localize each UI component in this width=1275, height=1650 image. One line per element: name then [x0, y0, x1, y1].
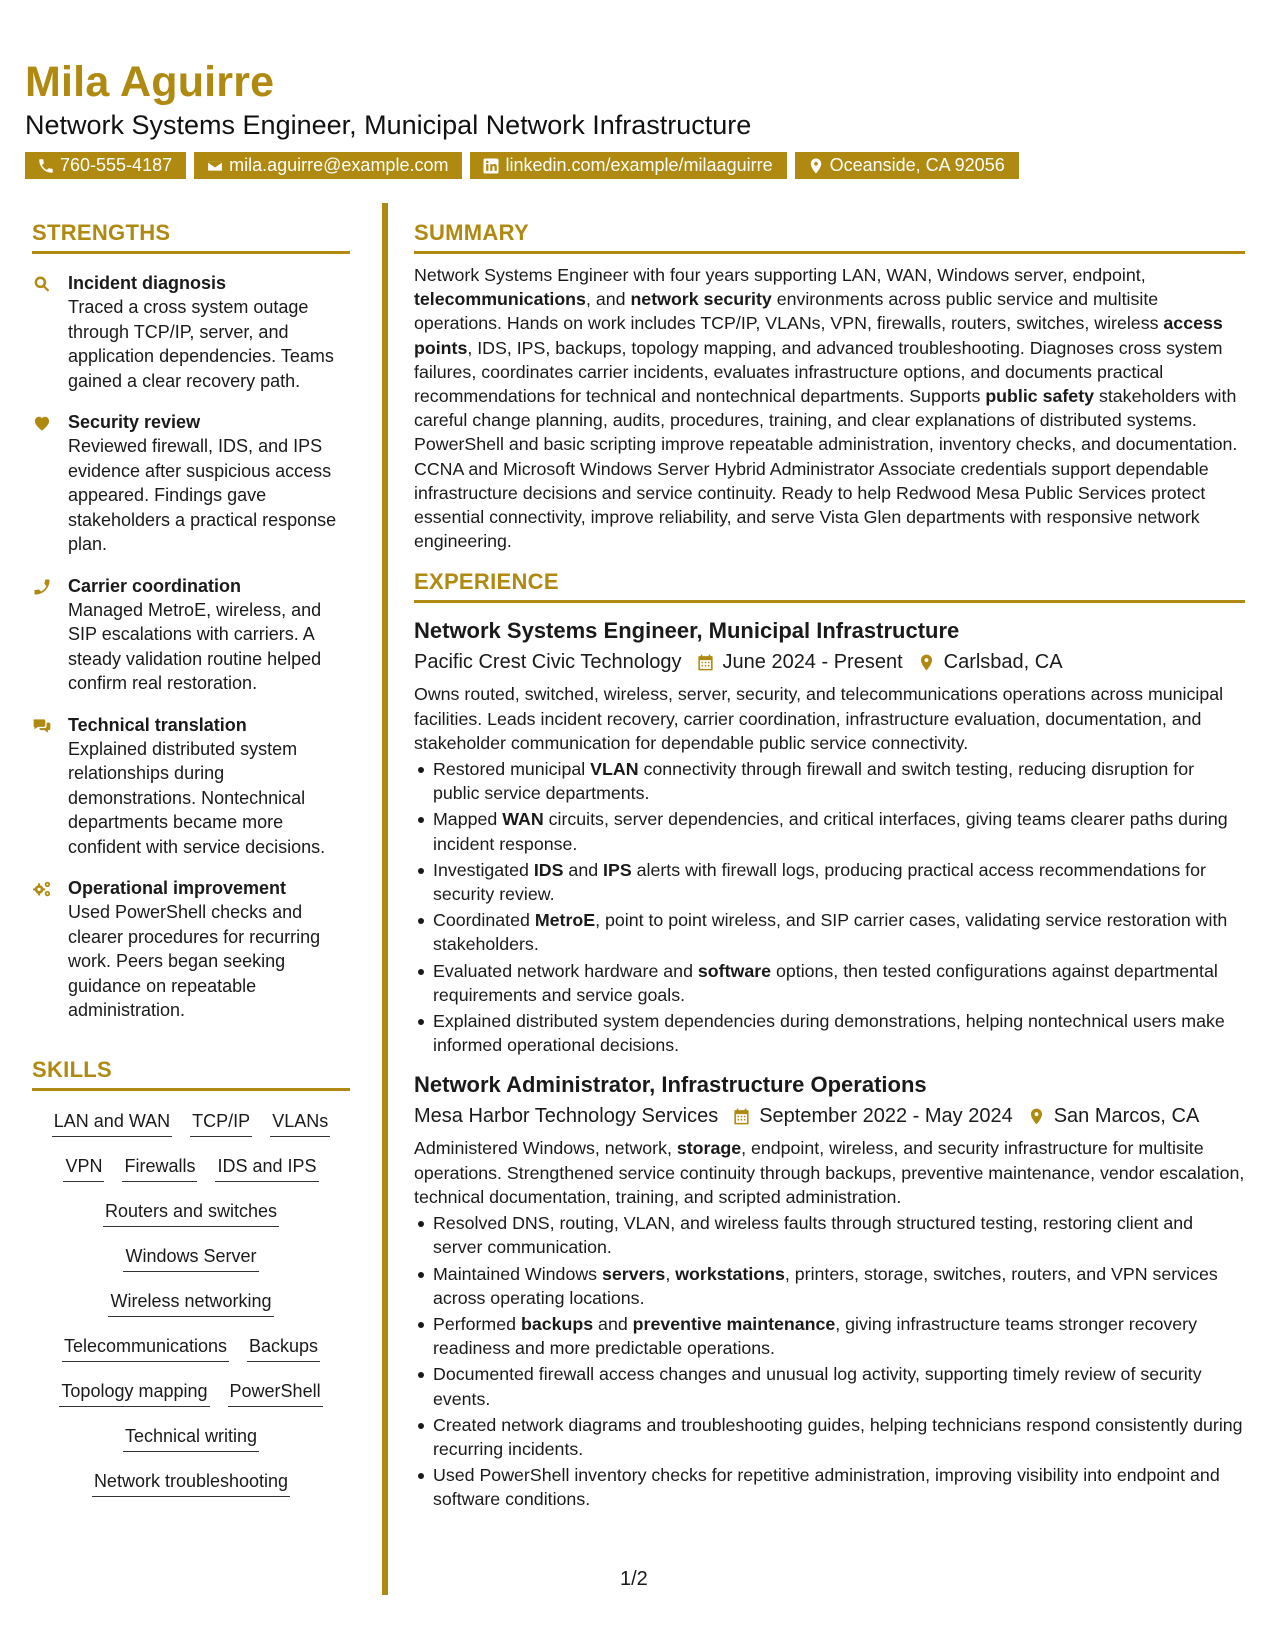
- job-description: [414, 1136, 1245, 1209]
- skill-row: [32, 1371, 350, 1416]
- skill-row: [32, 1101, 350, 1146]
- bold-keyword: IPS: [603, 859, 632, 880]
- bold-keyword: software: [697, 960, 772, 981]
- text-segment: , IDS, IPS, backups, topology mapping, and advanced troubleshooting. Diagnoses cross system failures, coordinates carrier incidents, evaluates infrastructure options, and documents practical recommendations for technical and nontechnical departments. Supports: [414, 337, 1223, 407]
- text-segment: Mapped: [433, 809, 503, 830]
- bold-keyword: IDS: [533, 859, 564, 880]
- skill-tag: Technical writing: [123, 1424, 259, 1452]
- text-segment: , endpoint, wireless, and security infrastructure for multisite operations. Strengthened service continuity through backups, preventive maintenance, vendor escalation, technical documentation, training, and scripted administration.: [414, 1138, 1245, 1207]
- left-column: [32, 220, 350, 1506]
- skills-list: [32, 1101, 350, 1506]
- contact-location-text: Oceanside, CA 92056: [829, 155, 1005, 175]
- summary-rule: [414, 251, 1245, 254]
- contact-email-text: mila.aguirre@example.com: [229, 155, 449, 175]
- text-segment: Restored municipal: [433, 759, 591, 780]
- contact-linkedin[interactable]: [470, 152, 786, 179]
- job-bullet: [433, 1009, 1245, 1057]
- bold-keyword: VLAN: [590, 759, 639, 780]
- skill-row: [32, 1191, 350, 1236]
- text-segment: Used PowerShell inventory checks for repetitive administration, improving visibility into endpoint and software conditions.: [433, 1465, 1220, 1510]
- skill-row: [32, 1326, 350, 1371]
- job-entry: [414, 617, 1245, 1057]
- job-entry: [414, 1071, 1245, 1511]
- text-segment: Performed: [433, 1313, 521, 1334]
- job-title: Network Administrator, Infrastructure Operations: [414, 1072, 927, 1098]
- skill-row: [32, 1236, 350, 1281]
- map-pin-icon: [807, 157, 825, 175]
- job-dates: June 2024 - Present: [722, 651, 903, 674]
- text-segment: Created network diagrams and troubleshooting guides, helping technicians respond consistently during recurring incidents.: [433, 1414, 1243, 1459]
- skill-tag: Firewalls: [122, 1154, 197, 1182]
- contact-phone-text: 760-555-4187: [60, 155, 173, 175]
- text-segment: circuits, server dependencies, and critical interfaces, giving teams clearer paths during incident response.: [433, 809, 1228, 854]
- job-bullet: [433, 1211, 1245, 1259]
- job-bullet: [433, 1262, 1245, 1310]
- strength-desc: Reviewed firewall, IDS, and IPS evidence after suspicious access appeared. Findings gave stakeholders a practical response plan.: [68, 436, 337, 554]
- strength-title: Security review: [68, 412, 201, 432]
- contact-email[interactable]: [194, 152, 462, 179]
- skill-tag: Topology mapping: [59, 1379, 209, 1407]
- strength-desc: Explained distributed system relationships during demonstrations. Nontechnical departments became more confident with service decisions.: [68, 738, 326, 857]
- text-segment: , point to point wireless, and SIP carrier cases, validating service restoration with stakeholders.: [433, 910, 1228, 955]
- strength-title: Operational improvement: [68, 878, 287, 898]
- text-segment: environments across public service and multisite operations. Hands on work includes TCP/IP, VLANs, VPN, firewalls, routers, switches, wireless: [414, 289, 1164, 334]
- strength-title: Carrier coordination: [68, 575, 242, 596]
- skill-tag: TCP/IP: [190, 1109, 252, 1137]
- right-column: [414, 220, 1245, 1512]
- text-segment: ,: [665, 1263, 676, 1284]
- bold-keyword: public safety: [985, 386, 1095, 407]
- text-segment: and: [563, 859, 604, 880]
- strength-desc: Managed MetroE, wireless, and SIP escalations with carriers. A steady validation routine helped confirm real restoration.: [68, 599, 322, 693]
- text-segment: options, then tested configurations against departmental requirements and service goals.: [433, 960, 1218, 1005]
- job-bullet: [433, 1362, 1245, 1410]
- linkedin-icon: [482, 157, 500, 175]
- skill-tag: Routers and switches: [103, 1199, 279, 1227]
- strengths-rule: [32, 251, 350, 254]
- job-title: Network Systems Engineer, Municipal Infrastructure: [414, 618, 960, 644]
- skill-row: [32, 1146, 350, 1191]
- candidate-name: Mila Aguirre: [25, 58, 275, 106]
- job-description: [414, 682, 1245, 755]
- magnifier-icon: [32, 274, 52, 294]
- skill-tag: Telecommunications: [62, 1334, 229, 1362]
- text-segment: , and: [585, 289, 631, 310]
- skills-rule: [32, 1088, 350, 1091]
- summary-text: [414, 263, 1245, 553]
- contact-linkedin-text: linkedin.com/example/milaaguirre: [505, 155, 773, 175]
- strength-item: [32, 574, 350, 696]
- envelope-icon: [206, 157, 224, 175]
- job-bullets: [414, 757, 1245, 1057]
- job-bullet: [433, 908, 1245, 956]
- strength-item: [32, 410, 350, 557]
- bold-keyword: telecommunications: [414, 289, 586, 310]
- calendar-icon: [732, 1107, 751, 1126]
- skill-tag: PowerShell: [228, 1379, 323, 1407]
- experience-list: [414, 617, 1245, 1511]
- job-company: Pacific Crest Civic Technology: [414, 651, 682, 674]
- text-segment: , printers, storage, switches, routers, and VPN services across operating locations.: [433, 1263, 1218, 1308]
- job-company: Mesa Harbor Technology Services: [414, 1105, 719, 1128]
- heart-icon: [32, 413, 52, 433]
- text-segment: connectivity through firewall and switch testing, reducing disruption for public service departments.: [433, 759, 1195, 804]
- job-meta: [414, 648, 1245, 676]
- text-segment: alerts with firewall logs, producing practical access recommendations for security review.: [433, 859, 1206, 905]
- job-bullet: [433, 1463, 1245, 1511]
- strength-item: [32, 713, 350, 860]
- text-segment: stakeholders with careful change planning, audits, procedures, training, and clear explanations of distributed systems. PowerShell and basic scripting improve repeatable administration, inventory checks, and documentation. CCNA and Microsoft Windows Server Hybrid Administrator Associate credentials support dependable infrastructure decisions and service continuity. Ready to help Redwood Mesa Public Services protect essential connectivity, improve reliability, and serve Vista Glen departments with responsive network engineering.: [414, 386, 1238, 552]
- job-location: San Marcos, CA: [1053, 1105, 1200, 1128]
- experience-heading: EXPERIENCE: [414, 569, 559, 595]
- strength-item: [32, 271, 350, 393]
- calendar-icon: [696, 653, 715, 672]
- strength-title: Technical translation: [68, 714, 247, 735]
- text-segment: Owns routed, switched, wireless, server, security, and telecommunications operations across municipal facilities. Leads incident recovery, carrier coordination, infrastructure evaluation, documentation, and stakeholder communication for dependable public service connectivity.: [414, 684, 1224, 753]
- job-bullet: [433, 858, 1245, 906]
- skill-tag: VPN: [63, 1154, 104, 1182]
- bold-keyword: access points: [414, 313, 1223, 358]
- job-bullet: [433, 1413, 1245, 1461]
- experience-rule: [414, 600, 1245, 603]
- strength-desc: Traced a cross system outage through TCP/IP, server, and application dependencies. Teams gained a clear recovery path.: [68, 297, 334, 391]
- bold-keyword: MetroE: [534, 910, 596, 931]
- job-bullets: [414, 1211, 1245, 1511]
- skill-tag: Windows Server: [123, 1244, 258, 1272]
- contact-phone[interactable]: [25, 152, 186, 179]
- job-bullet: [433, 959, 1245, 1007]
- map-pin-icon: [1027, 1107, 1046, 1126]
- contact-location: [795, 152, 1019, 179]
- skills-heading: SKILLS: [32, 1056, 113, 1082]
- job-bullet: [433, 757, 1245, 805]
- strength-title: Incident diagnosis: [68, 273, 227, 293]
- bold-keyword: network security: [630, 289, 772, 310]
- skill-tag: VLANs: [270, 1109, 330, 1137]
- map-pin-icon: [917, 653, 936, 672]
- job-dates: September 2022 - May 2024: [759, 1105, 1013, 1128]
- job-meta: [414, 1102, 1245, 1130]
- phone-icon: [37, 157, 55, 175]
- text-segment: Evaluated network hardware and: [433, 960, 698, 981]
- bold-keyword: backups: [520, 1313, 594, 1334]
- text-segment: Administered Windows, network,: [414, 1138, 677, 1159]
- text-segment: Documented firewall access changes and unusual log activity, supporting timely review of security events.: [433, 1364, 1202, 1409]
- column-divider: [382, 203, 388, 1595]
- strength-desc: Used PowerShell checks and clearer procedures for recurring work. Peers began seeking guidance on repeatable administration.: [68, 902, 321, 1020]
- job-bullet: [433, 1312, 1245, 1360]
- text-segment: Resolved DNS, routing, VLAN, and wireless faults through structured testing, restoring client and server communication.: [433, 1213, 1194, 1258]
- page-number: 1/2: [620, 1568, 648, 1590]
- skill-row: [32, 1461, 350, 1506]
- text-segment: , giving infrastructure teams stronger recovery readiness and more predictable operations.: [433, 1313, 1197, 1359]
- skill-tag: LAN and WAN: [52, 1109, 172, 1137]
- bold-keyword: preventive maintenance: [632, 1313, 836, 1334]
- bold-keyword: servers: [602, 1263, 666, 1284]
- text-segment: Explained distributed system dependencies during demonstrations, helping nontechnical users make informed operational decisions.: [433, 1011, 1225, 1056]
- phone-icon: [32, 577, 52, 597]
- gears-icon: [32, 879, 52, 899]
- text-segment: Maintained Windows: [433, 1263, 603, 1284]
- bold-keyword: WAN: [502, 809, 544, 830]
- bold-keyword: workstations: [675, 1263, 785, 1284]
- text-segment: Investigated: [433, 859, 534, 880]
- candidate-headline: Network Systems Engineer, Municipal Network Infrastructure: [25, 110, 752, 140]
- text-segment: Network Systems Engineer with four years supporting LAN, WAN, Windows server, endpoint,: [414, 265, 1146, 285]
- bold-keyword: storage: [676, 1138, 742, 1159]
- chat-bubbles-icon: [32, 716, 52, 736]
- skill-tag: Backups: [247, 1334, 320, 1362]
- strengths-heading: STRENGTHS: [32, 220, 171, 245]
- skill-tag: IDS and IPS: [215, 1154, 318, 1182]
- text-segment: Coordinated: [433, 910, 535, 931]
- skill-row: [32, 1281, 350, 1326]
- job-location: Carlsbad, CA: [943, 651, 1063, 674]
- skill-tag: Network troubleshooting: [92, 1469, 290, 1497]
- skill-tag: Wireless networking: [108, 1289, 273, 1317]
- text-segment: and: [593, 1313, 633, 1334]
- skill-row: [32, 1416, 350, 1461]
- strength-item: [32, 876, 350, 1023]
- job-bullet: [433, 807, 1245, 855]
- contact-bar: [25, 152, 1019, 179]
- summary-heading: SUMMARY: [414, 220, 529, 245]
